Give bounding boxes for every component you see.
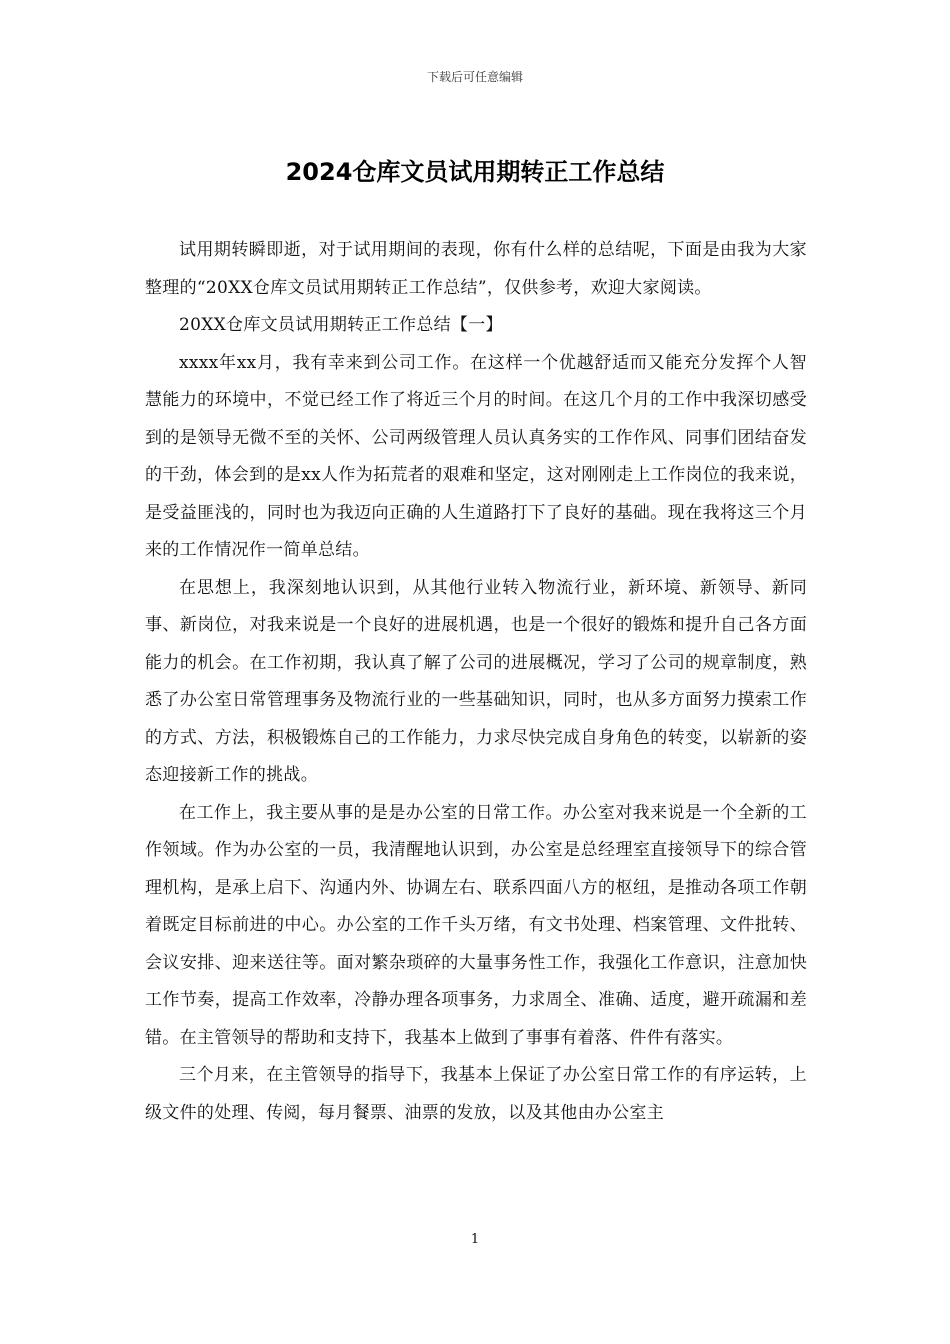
- paragraph: 三个月来，在主管领导的指导下，我基本上保证了办公室日常工作的有序运转，上级文件的处理、传阅，每月餐票、油票的发放，以及其他由办公室主: [145, 1065, 807, 1123]
- document-body: [145, 232, 807, 1132]
- header-note: 下载后可任意编辑: [426, 70, 523, 84]
- paragraph-intro: 试用期转瞬即逝，对于试用期间的表现，你有什么样的总结呢，下面是由我为大家整理的“20XX仓库文员试用期转正工作总结”，仅供参考，欢迎大家阅读。: [145, 240, 807, 298]
- paragraph: 在工作上，我主要从事的是是办公室的日常工作。办公室对我来说是一个全新的工作领域。作为办公室的一员，我清醒地认识到，办公室是总经理室直接领导下的综合管理机构，是承上启下、沟通内外、协调左右、联系四面八方的枢纽，是推动各项工作朝着既定目标前进的中心。办公室的工作千头万绪，有文书处理、档案管理、文件批转、会议安排、迎来送往等。面对繁杂琐碎的大量事务性工作，我强化工作意识，注意加快工作节奏，提高工作效率，冷静办理各项事务，力求周全、准确、适度，避开疏漏和差错。在主管领导的帮助和支持下，我基本上做到了事事有着落、件件有落实。: [145, 802, 807, 1048]
- page-number: 1: [470, 1232, 480, 1247]
- section-heading: 20XX仓库文员试用期转正工作总结【一】: [179, 315, 503, 335]
- document-title: 2024仓库文员试用期转正工作总结: [285, 158, 665, 186]
- paragraph: 在思想上，我深刻地认识到，从其他行业转入物流行业，新环境、新领导、新同事、新岗位，对我来说是一个良好的进展机遇，也是一个很好的锻炼和提升自己各方面能力的机会。在工作初期，我认真了解了公司的进展概况，学习了公司的规章制度，熟悉了办公室日常管理事务及物流行业的一些基础知识，同时，也从多方面努力摸索工作的方式、方法，积极锻炼自己的工作能力，力求尽快完成自身角色的转变，以崭新的姿态迎接新工作的挑战。: [145, 577, 807, 785]
- paragraph: xxxx年xx月，我有幸来到公司工作。在这样一个优越舒适而又能充分发挥个人智慧能力的环境中，不觉已经工作了将近三个月的时间。在这几个月的工作中我深切感受到的是领导无微不至的关怀、公司两级管理人员认真务实的工作作风、同事们团结奋发的干劲，体会到的是xx人作为拓荒者的艰难和坚定，这对刚刚走上工作岗位的我来说，是受益匪浅的，同时也为我迈向正确的人生道路打下了良好的基础。现在我将这三个月来的工作情况作一简单总结。: [145, 352, 807, 560]
